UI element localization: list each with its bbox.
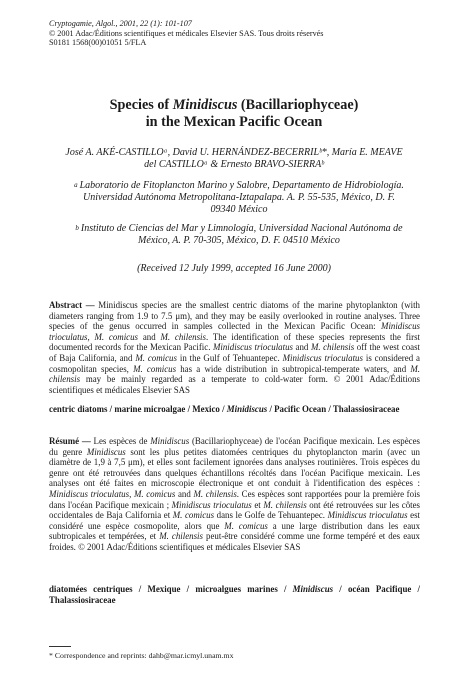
- affiliation-b: $^b$ Instituto de Ciencias del Mar y Limnología, Universidad Nacional Autónoma de México, A. P. 70-305, México, D. F. 04510 México: [75, 223, 403, 247]
- correspondence-footnote: * Correspondence and reprints: dahb@mar.icmyl.unam.mx: [49, 651, 234, 660]
- footnote-rule: [49, 646, 71, 647]
- received-dates: (Received 12 July 1999, accepted 16 June 2000): [137, 263, 331, 274]
- title-line-2: in the Mexican Pacific Ocean: [145, 114, 323, 130]
- journal-header: [49, 19, 429, 48]
- article-title: [40, 97, 428, 131]
- abstract-paragraph: Abstract — Minidiscus species are the smallest centric diatoms of the marine phytoplankton (with diameters ranging from 1.9 to 7.5 μm), and they may be easily overlooked in routine analyses. Three species of the genus occurred in samples collected in the Mexican Pacific Ocean: Minidiscus trioculatus, M. comicus and M. chilensis. The identification of these species represents the first documented records for the Mexican Pacific. Minidiscus trioculatus and M. chilensis off the west coast of Baja California, and M. comicus in the Gulf of Tehuantepec. Minidiscus trioculatus is considered a cosmopolitan species, M. comicus has a wide distribution in subtropical-temperate waters, and M. chilensis may be mainly regarded as a temperate to cold-water form. © 2001 Adac/Éditions scientifiques et médicales Elsevier SAS: [49, 300, 421, 395]
- article-code: S0181 1568(00)01051 5/FLA: [49, 38, 147, 48]
- resume-label: Résumé —: [49, 436, 91, 446]
- author-list: José A. AKÉ-CASTILLOᵃ, David U. HERNÁNDEZ-BECERRILᵇ*, María E. MEAVE del CASTILLOᵃ & Ernesto BRAVO-SIERRAᵇ: [65, 147, 403, 171]
- affiliation-a: $^a$ Laboratorio de Fitoplancton Marino y Salobre, Departamento de Hidrobiología. Universidad Autónoma Metropolitana-Iztapalapa. A. P. 55-535, México, D. F. 09340 México: [74, 180, 404, 216]
- title-line-1: Species of Minidiscus (Bacillariophyceae): [109, 97, 359, 113]
- keywords-english: centric diatoms / marine microalgae / Mexico / Minidiscus / Pacific Ocean / Thalassiosiraceae: [49, 404, 400, 414]
- keywords-french: diatomées centriques / Mexique / microalgues marines / Minidiscus / océan Pacifique / Thalassiosiraceae: [49, 584, 420, 605]
- abstract-label: Abstract —: [49, 300, 95, 310]
- copyright-line: © 2001 Adac/Éditions scientifiques et médicales Elsevier SAS. Tous droits réservés: [49, 28, 324, 38]
- journal-citation: Cryptogamie, Algol., 2001, 22 (1): 101-107: [49, 19, 192, 28]
- resume-paragraph: Résumé — Les espèces de Minidiscus (Bacillariophyceae) de l'océan Pacifique mexicain. Les espèces du genre Minidiscus sont les plus petites diatomées centriques du phytoplancton marin (avec un diamètre de 1,9 à 7,5 μm), et elles sont facilement ignorées dans analyses routinières. Trois espèces du genre ont été retrouvées dans quelques échantillons récoltés dans l'océan Pacifique mexicain. Les analyses ont été faites en microscopie électronique et ont conduit à l'identification des espèces : Minidiscus trioculatus, M. comicus and M. chilensis. Ces espèces sont rapportées pour la première fois dans l'océan Pacifique mexicain ; Minidiscus trioculatus et M. chilensis ont été retrouvées sur les côtes occidentales de Baja California et M. comicus dans le Golfe de Tehuantepec. Minidiscus trioculatus est considéré une espèce cosmopolite, alors que M. comicus a une large distribution dans les eaux subtropicales et tempérées, et M. chilensis peut-être considéré comme une forme tempéré et des eaux froides. © 2001 Adac/Éditions scientifiques et médicales Elsevier SAS: [49, 436, 421, 552]
